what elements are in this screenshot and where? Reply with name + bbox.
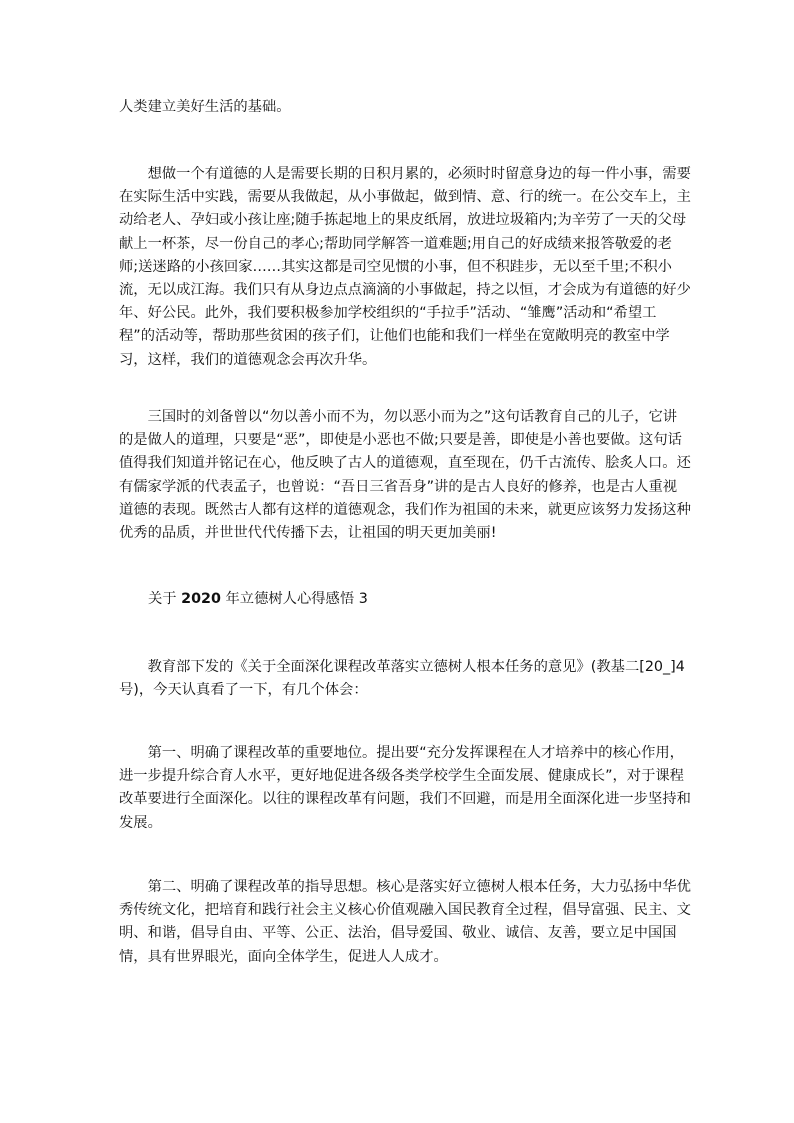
heading-year: 2020 xyxy=(181,591,221,607)
heading-prefix: 关于 xyxy=(148,591,182,607)
section-heading xyxy=(148,588,368,611)
heading-suffix: 年立德树人心得感悟 3 xyxy=(220,591,368,607)
paragraph-point-one: 第一、明确了课程改革的重要地位。提出要“充分发挥课程在人才培养中的核心作用，进一步提升综合育人水平，更好地促进各级各类学校学生全面发展、健康成长”，对于课程改革要进行全面深化。以往的课程改革有问题，我们不回避，而是用全面深化进一步坚持和发展。 xyxy=(119,745,691,831)
paragraph-point-two: 第二、明确了课程改革的指导思想。核心是落实好立德树人根本任务，大力弘扬中华优秀传统文化，把培育和践行社会主义核心价值观融入国民教育全过程，倡导富强、民主、文明、和谐，倡导自由、平等、公正、法治，倡导爱国、敬业、诚信、友善，要立足中国国情，具有世界眼光，面向全体学生，促进人人成才。 xyxy=(119,879,691,965)
paragraph-liu-bei: 三国时的刘备曾以“勿以善小而不为，勿以恶小而为之”这句话教育自己的儿子，它讲的是做人的道理，只要是“恶”，即使是小恶也不做;只要是善，即使是小善也要做。这句话值得我们知道并铭记在心，他反映了古人的道德观，直至现在，仍千古流传、脍炙人口。还有儒家学派的代表孟子，也曾说：“吾日三省吾身”讲的是古人良好的修养，也是古人重视道德的表现。既然古人都有这样的道德观念，我们作为祖国的未来，就更应该努力发扬这种优秀的品质，并世世代代传播下去，让祖国的明天更加美丽! xyxy=(119,409,691,542)
paragraph-intro-fragment: 人类建立美好生活的基础。 xyxy=(119,99,291,115)
paragraph-moral-practice: 想做一个有道德的人是需要长期的日积月累的，必须时时留意身边的每一件小事，需要在实际生活中实践，需要从我做起，从小事做起，做到情、意、行的统一。在公交车上，主动给老人、孕妇或小孩让座;随手拣起地上的果皮纸屑，放进垃圾箱内;为辛劳了一天的父母献上一杯茶，尽一份自己的孝心;帮助同学解答一道难题;用自己的好成绩来报答敬爱的老师;送迷路的小孩回家……其实这都是司空见惯的小事，但不积跬步，无以至千里;不积小流，无以成江海。我们只有从身边点点滴滴的小事做起，持之以恒，才会成为有道德的好少年、好公民。此外，我们要积极参加学校组织的“手拉手”活动、“雏鹰”活动和“希望工程”的活动等，帮助那些贫困的孩子们，让他们也能和我们一样坐在宽敞明亮的教室中学习，这样，我们的道德观念会再次升华。 xyxy=(119,166,691,368)
paragraph-ministry-document: 教育部下发的《关于全面深化课程改革落实立德树人根本任务的意见》(教基二[20_]4号)，今天认真看了一下，有几个体会： xyxy=(119,659,685,699)
